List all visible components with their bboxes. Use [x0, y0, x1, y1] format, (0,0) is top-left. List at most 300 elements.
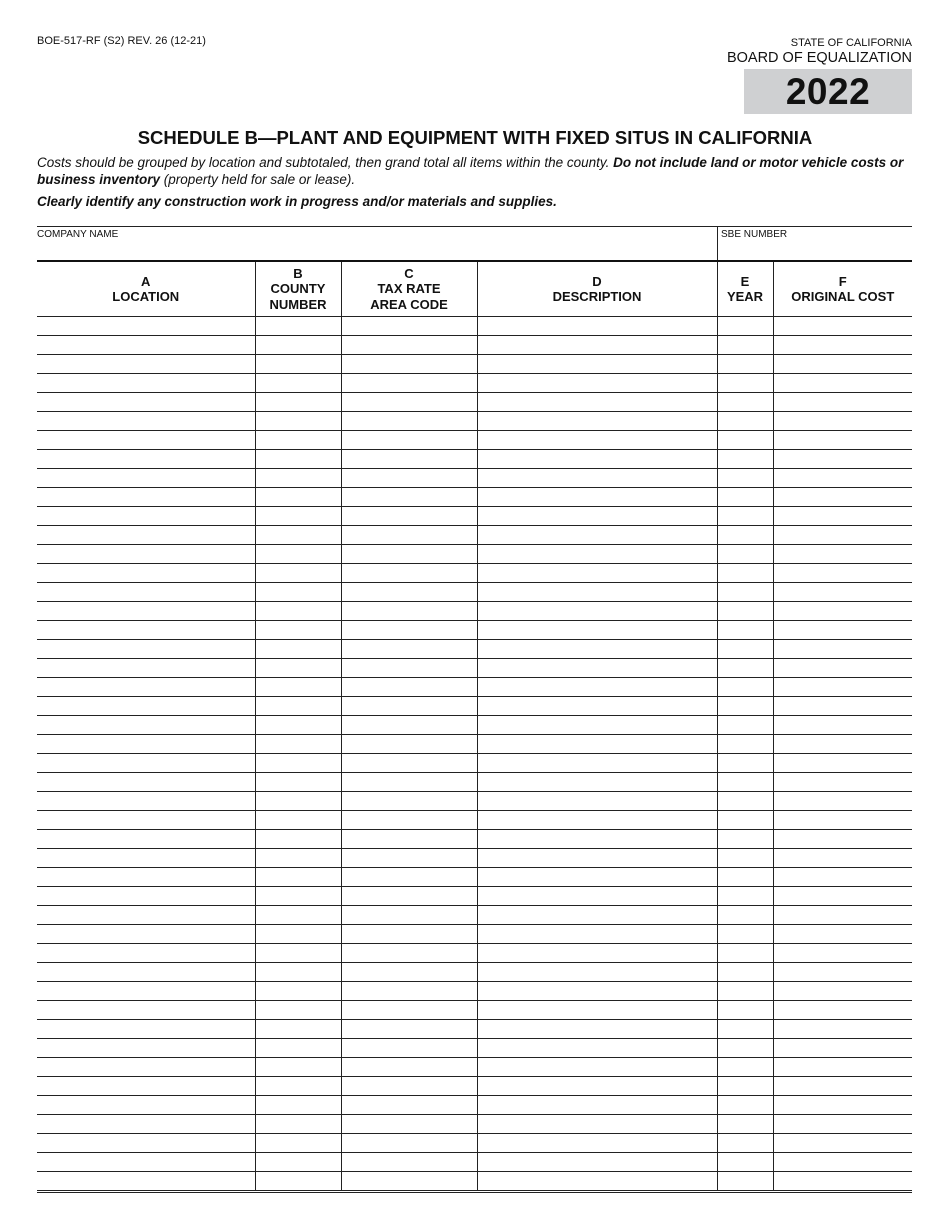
cell-tax-rate-area-code[interactable]	[341, 336, 477, 355]
cell-tax-rate-area-code[interactable]	[341, 659, 477, 678]
cell-location[interactable]	[37, 1134, 255, 1153]
cell-location[interactable]	[37, 450, 255, 469]
cell-description[interactable]	[477, 925, 717, 944]
cell-year[interactable]	[717, 887, 773, 906]
cell-description[interactable]	[477, 1115, 717, 1134]
cell-location[interactable]	[37, 336, 255, 355]
cell-year[interactable]	[717, 925, 773, 944]
cell-county-number[interactable]	[255, 678, 341, 697]
table-row	[37, 982, 912, 1001]
cell-tax-rate-area-code[interactable]	[341, 1096, 477, 1115]
cell-county-number[interactable]	[255, 583, 341, 602]
cell-year[interactable]	[717, 830, 773, 849]
cell-year[interactable]	[717, 488, 773, 507]
cell-location[interactable]	[37, 849, 255, 868]
cell-original-cost[interactable]	[773, 393, 912, 412]
cell-tax-rate-area-code[interactable]	[341, 906, 477, 925]
cell-description[interactable]	[477, 906, 717, 925]
cell-location[interactable]	[37, 868, 255, 887]
cell-location[interactable]	[37, 507, 255, 526]
cell-location[interactable]	[37, 545, 255, 564]
cell-year[interactable]	[717, 583, 773, 602]
cell-county-number[interactable]	[255, 1020, 341, 1039]
cell-year[interactable]	[717, 735, 773, 754]
cell-description[interactable]	[477, 678, 717, 697]
cell-county-number[interactable]	[255, 469, 341, 488]
cell-county-number[interactable]	[255, 450, 341, 469]
cell-description[interactable]	[477, 336, 717, 355]
cell-tax-rate-area-code[interactable]	[341, 1039, 477, 1058]
cell-tax-rate-area-code[interactable]	[341, 450, 477, 469]
cell-year[interactable]	[717, 659, 773, 678]
table-row	[37, 526, 912, 545]
cell-location[interactable]	[37, 526, 255, 545]
cell-original-cost[interactable]	[773, 773, 912, 792]
cell-year[interactable]	[717, 507, 773, 526]
cell-county-number[interactable]	[255, 488, 341, 507]
cell-year[interactable]	[717, 545, 773, 564]
cell-tax-rate-area-code[interactable]	[341, 1134, 477, 1153]
column-label: AREA CODE	[370, 296, 448, 312]
cell-description[interactable]	[477, 469, 717, 488]
cell-original-cost[interactable]	[773, 564, 912, 583]
cell-description[interactable]	[477, 1096, 717, 1115]
cell-tax-rate-area-code[interactable]	[341, 374, 477, 393]
cell-location[interactable]	[37, 925, 255, 944]
cell-original-cost[interactable]	[773, 982, 912, 1001]
cell-description[interactable]	[477, 602, 717, 621]
cell-tax-rate-area-code[interactable]	[341, 602, 477, 621]
cell-original-cost[interactable]	[773, 412, 912, 431]
cell-county-number[interactable]	[255, 1001, 341, 1020]
cell-county-number[interactable]	[255, 735, 341, 754]
cell-year[interactable]	[717, 640, 773, 659]
table-row	[37, 545, 912, 564]
cell-original-cost[interactable]	[773, 1134, 912, 1153]
cell-original-cost[interactable]	[773, 659, 912, 678]
cell-tax-rate-area-code[interactable]	[341, 317, 477, 336]
cell-year[interactable]	[717, 1077, 773, 1096]
cell-tax-rate-area-code[interactable]	[341, 678, 477, 697]
cell-original-cost[interactable]	[773, 716, 912, 735]
cell-location[interactable]	[37, 1039, 255, 1058]
table-row	[37, 1115, 912, 1134]
cell-description[interactable]	[477, 1020, 717, 1039]
cell-location[interactable]	[37, 640, 255, 659]
cell-county-number[interactable]	[255, 830, 341, 849]
cell-county-number[interactable]	[255, 1096, 341, 1115]
cell-original-cost[interactable]	[773, 374, 912, 393]
column-label: COUNTY	[270, 281, 326, 297]
cell-year[interactable]	[717, 811, 773, 830]
table-row	[37, 393, 912, 412]
cell-year[interactable]	[717, 469, 773, 488]
cell-year[interactable]	[717, 1134, 773, 1153]
cell-location[interactable]	[37, 982, 255, 1001]
cell-county-number[interactable]	[255, 754, 341, 773]
cell-location[interactable]	[37, 393, 255, 412]
cell-year[interactable]	[717, 944, 773, 963]
cell-year[interactable]	[717, 849, 773, 868]
cell-tax-rate-area-code[interactable]	[341, 849, 477, 868]
cell-county-number[interactable]	[255, 1172, 341, 1192]
cell-location[interactable]	[37, 431, 255, 450]
cell-original-cost[interactable]	[773, 887, 912, 906]
cell-county-number[interactable]	[255, 982, 341, 1001]
cell-tax-rate-area-code[interactable]	[341, 507, 477, 526]
cell-description[interactable]	[477, 1134, 717, 1153]
cell-year[interactable]	[717, 526, 773, 545]
cell-original-cost[interactable]	[773, 545, 912, 564]
cell-county-number[interactable]	[255, 925, 341, 944]
cell-tax-rate-area-code[interactable]	[341, 830, 477, 849]
cell-original-cost[interactable]	[773, 1001, 912, 1020]
cell-year[interactable]	[717, 1001, 773, 1020]
cell-year[interactable]	[717, 1153, 773, 1172]
cell-original-cost[interactable]	[773, 1039, 912, 1058]
cell-description[interactable]	[477, 697, 717, 716]
cell-original-cost[interactable]	[773, 735, 912, 754]
cell-location[interactable]	[37, 811, 255, 830]
cell-original-cost[interactable]	[773, 507, 912, 526]
cell-original-cost[interactable]	[773, 830, 912, 849]
cell-county-number[interactable]	[255, 1115, 341, 1134]
cell-original-cost[interactable]	[773, 336, 912, 355]
cell-county-number[interactable]	[255, 1134, 341, 1153]
cell-county-number[interactable]	[255, 507, 341, 526]
cell-county-number[interactable]	[255, 1153, 341, 1172]
cell-tax-rate-area-code[interactable]	[341, 868, 477, 887]
cell-location[interactable]	[37, 792, 255, 811]
cell-tax-rate-area-code[interactable]	[341, 355, 477, 374]
cell-county-number[interactable]	[255, 317, 341, 336]
cell-original-cost[interactable]	[773, 488, 912, 507]
cell-location[interactable]	[37, 374, 255, 393]
cell-original-cost[interactable]	[773, 526, 912, 545]
cell-location[interactable]	[37, 830, 255, 849]
cell-description[interactable]	[477, 1001, 717, 1020]
cell-description[interactable]	[477, 982, 717, 1001]
cell-description[interactable]	[477, 526, 717, 545]
cell-original-cost[interactable]	[773, 1172, 912, 1192]
cell-description[interactable]	[477, 545, 717, 564]
cell-description[interactable]	[477, 716, 717, 735]
cell-description[interactable]	[477, 507, 717, 526]
cell-description[interactable]	[477, 1058, 717, 1077]
cell-county-number[interactable]	[255, 697, 341, 716]
column-header-county-number	[255, 261, 341, 317]
cell-county-number[interactable]	[255, 621, 341, 640]
cell-county-number[interactable]	[255, 336, 341, 355]
sbe-number-field[interactable]	[717, 227, 913, 261]
cell-original-cost[interactable]	[773, 602, 912, 621]
cell-description[interactable]	[477, 450, 717, 469]
cell-original-cost[interactable]	[773, 1115, 912, 1134]
column-letter: E	[740, 273, 750, 289]
cell-description[interactable]	[477, 431, 717, 450]
cell-county-number[interactable]	[255, 431, 341, 450]
cell-tax-rate-area-code[interactable]	[341, 1058, 477, 1077]
cell-location[interactable]	[37, 583, 255, 602]
cell-tax-rate-area-code[interactable]	[341, 393, 477, 412]
cell-tax-rate-area-code[interactable]	[341, 944, 477, 963]
cell-description[interactable]	[477, 830, 717, 849]
cell-location[interactable]	[37, 697, 255, 716]
cell-year[interactable]	[717, 792, 773, 811]
cell-location[interactable]	[37, 1153, 255, 1172]
cell-description[interactable]	[477, 811, 717, 830]
cell-year[interactable]	[717, 773, 773, 792]
cell-county-number[interactable]	[255, 716, 341, 735]
cell-description[interactable]	[477, 488, 717, 507]
cell-original-cost[interactable]	[773, 621, 912, 640]
cell-year[interactable]	[717, 355, 773, 374]
cell-original-cost[interactable]	[773, 431, 912, 450]
cell-tax-rate-area-code[interactable]	[341, 1077, 477, 1096]
cell-county-number[interactable]	[255, 868, 341, 887]
column-label: LOCATION	[112, 289, 180, 304]
cell-county-number[interactable]	[255, 906, 341, 925]
cell-tax-rate-area-code[interactable]	[341, 982, 477, 1001]
cell-year[interactable]	[717, 621, 773, 640]
cell-county-number[interactable]	[255, 944, 341, 963]
state-label: STATE OF CALIFORNIA	[790, 37, 912, 49]
cell-description[interactable]	[477, 963, 717, 982]
cell-location[interactable]	[37, 1020, 255, 1039]
cell-description[interactable]	[477, 735, 717, 754]
cell-county-number[interactable]	[255, 545, 341, 564]
cell-tax-rate-area-code[interactable]	[341, 887, 477, 906]
cell-location[interactable]	[37, 412, 255, 431]
cell-tax-rate-area-code[interactable]	[341, 773, 477, 792]
cell-county-number[interactable]	[255, 659, 341, 678]
column-header-year	[717, 261, 773, 317]
cell-year[interactable]	[717, 982, 773, 1001]
cell-original-cost[interactable]	[773, 469, 912, 488]
cell-location[interactable]	[37, 963, 255, 982]
cell-tax-rate-area-code[interactable]	[341, 963, 477, 982]
cell-tax-rate-area-code[interactable]	[341, 1001, 477, 1020]
cell-original-cost[interactable]	[773, 925, 912, 944]
cell-tax-rate-area-code[interactable]	[341, 735, 477, 754]
cell-description[interactable]	[477, 412, 717, 431]
cell-description[interactable]	[477, 792, 717, 811]
cell-original-cost[interactable]	[773, 1077, 912, 1096]
cell-original-cost[interactable]	[773, 355, 912, 374]
cell-description[interactable]	[477, 887, 717, 906]
cell-year[interactable]	[717, 1020, 773, 1039]
cell-year[interactable]	[717, 1172, 773, 1192]
cell-county-number[interactable]	[255, 811, 341, 830]
cell-original-cost[interactable]	[773, 868, 912, 887]
cell-year[interactable]	[717, 868, 773, 887]
instructions-parenthetical: (property held for sale or lease).	[160, 172, 356, 187]
cell-year[interactable]	[717, 564, 773, 583]
cell-county-number[interactable]	[255, 849, 341, 868]
cell-tax-rate-area-code[interactable]	[341, 621, 477, 640]
cell-tax-rate-area-code[interactable]	[341, 754, 477, 773]
cell-original-cost[interactable]	[773, 944, 912, 963]
cell-year[interactable]	[717, 393, 773, 412]
cell-tax-rate-area-code[interactable]	[341, 716, 477, 735]
cell-original-cost[interactable]	[773, 792, 912, 811]
cell-county-number[interactable]	[255, 640, 341, 659]
cell-original-cost[interactable]	[773, 1153, 912, 1172]
table-row	[37, 317, 912, 336]
cell-tax-rate-area-code[interactable]	[341, 925, 477, 944]
cell-tax-rate-area-code[interactable]	[341, 488, 477, 507]
cell-location[interactable]	[37, 1001, 255, 1020]
cell-description[interactable]	[477, 1172, 717, 1192]
cell-location[interactable]	[37, 773, 255, 792]
cell-description[interactable]	[477, 355, 717, 374]
table-row	[37, 773, 912, 792]
cell-original-cost[interactable]	[773, 317, 912, 336]
cell-location[interactable]	[37, 1115, 255, 1134]
cell-tax-rate-area-code[interactable]	[341, 1172, 477, 1192]
cell-location[interactable]	[37, 887, 255, 906]
cell-tax-rate-area-code[interactable]	[341, 811, 477, 830]
cell-county-number[interactable]	[255, 412, 341, 431]
cell-description[interactable]	[477, 754, 717, 773]
cell-location[interactable]	[37, 602, 255, 621]
cell-year[interactable]	[717, 317, 773, 336]
cell-description[interactable]	[477, 1077, 717, 1096]
cell-tax-rate-area-code[interactable]	[341, 792, 477, 811]
cell-year[interactable]	[717, 336, 773, 355]
cell-description[interactable]	[477, 773, 717, 792]
cell-description[interactable]	[477, 868, 717, 887]
cell-year[interactable]	[717, 906, 773, 925]
cell-tax-rate-area-code[interactable]	[341, 469, 477, 488]
cell-year[interactable]	[717, 431, 773, 450]
table-row	[37, 830, 912, 849]
cell-county-number[interactable]	[255, 773, 341, 792]
cell-description[interactable]	[477, 564, 717, 583]
cell-location[interactable]	[37, 678, 255, 697]
cell-description[interactable]	[477, 374, 717, 393]
cell-county-number[interactable]	[255, 355, 341, 374]
cell-year[interactable]	[717, 450, 773, 469]
cell-tax-rate-area-code[interactable]	[341, 1115, 477, 1134]
cell-original-cost[interactable]	[773, 583, 912, 602]
cell-original-cost[interactable]	[773, 963, 912, 982]
cell-tax-rate-area-code[interactable]	[341, 1020, 477, 1039]
cell-county-number[interactable]	[255, 564, 341, 583]
cell-description[interactable]	[477, 583, 717, 602]
cell-location[interactable]	[37, 488, 255, 507]
column-letter: B	[293, 265, 303, 281]
cell-year[interactable]	[717, 412, 773, 431]
cell-county-number[interactable]	[255, 393, 341, 412]
cell-county-number[interactable]	[255, 374, 341, 393]
cell-original-cost[interactable]	[773, 697, 912, 716]
cell-original-cost[interactable]	[773, 450, 912, 469]
instructions-text: Costs should be grouped by location and subtotaled, then grand total all items within the county.	[37, 155, 614, 170]
cell-original-cost[interactable]	[773, 1020, 912, 1039]
cell-tax-rate-area-code[interactable]	[341, 1153, 477, 1172]
cell-original-cost[interactable]	[773, 640, 912, 659]
cell-location[interactable]	[37, 1096, 255, 1115]
cell-location[interactable]	[37, 754, 255, 773]
cell-description[interactable]	[477, 393, 717, 412]
cell-tax-rate-area-code[interactable]	[341, 545, 477, 564]
cell-description[interactable]	[477, 849, 717, 868]
cell-tax-rate-area-code[interactable]	[341, 526, 477, 545]
cell-tax-rate-area-code[interactable]	[341, 640, 477, 659]
cell-description[interactable]	[477, 659, 717, 678]
cell-year[interactable]	[717, 678, 773, 697]
cell-year[interactable]	[717, 1039, 773, 1058]
cell-year[interactable]	[717, 754, 773, 773]
cell-county-number[interactable]	[255, 963, 341, 982]
cell-description[interactable]	[477, 317, 717, 336]
cell-location[interactable]	[37, 735, 255, 754]
cell-year[interactable]	[717, 1058, 773, 1077]
cell-description[interactable]	[477, 621, 717, 640]
cell-year[interactable]	[717, 374, 773, 393]
cell-original-cost[interactable]	[773, 849, 912, 868]
table-body	[37, 317, 912, 1192]
cell-location[interactable]	[37, 1058, 255, 1077]
cell-location[interactable]	[37, 659, 255, 678]
cell-location[interactable]	[37, 621, 255, 640]
column-header-tax-rate-area-code	[341, 261, 477, 317]
cell-original-cost[interactable]	[773, 811, 912, 830]
cell-year[interactable]	[717, 963, 773, 982]
cell-location[interactable]	[37, 355, 255, 374]
cell-tax-rate-area-code[interactable]	[341, 564, 477, 583]
cell-tax-rate-area-code[interactable]	[341, 412, 477, 431]
cell-location[interactable]	[37, 716, 255, 735]
cell-location[interactable]	[37, 944, 255, 963]
identification-row	[37, 226, 912, 261]
cell-original-cost[interactable]	[773, 1096, 912, 1115]
cell-tax-rate-area-code[interactable]	[341, 697, 477, 716]
cell-original-cost[interactable]	[773, 678, 912, 697]
cell-year[interactable]	[717, 602, 773, 621]
cell-year[interactable]	[717, 1115, 773, 1134]
cell-description[interactable]	[477, 1153, 717, 1172]
cell-original-cost[interactable]	[773, 906, 912, 925]
form-year: 2022	[744, 69, 912, 114]
cell-location[interactable]	[37, 906, 255, 925]
cell-county-number[interactable]	[255, 1058, 341, 1077]
cell-county-number[interactable]	[255, 602, 341, 621]
cell-county-number[interactable]	[255, 887, 341, 906]
cell-location[interactable]	[37, 469, 255, 488]
cell-original-cost[interactable]	[773, 754, 912, 773]
cell-location[interactable]	[37, 1172, 255, 1192]
cell-tax-rate-area-code[interactable]	[341, 431, 477, 450]
cell-description[interactable]	[477, 944, 717, 963]
cell-description[interactable]	[477, 1039, 717, 1058]
cell-county-number[interactable]	[255, 792, 341, 811]
cell-county-number[interactable]	[255, 1077, 341, 1096]
cell-location[interactable]	[37, 1077, 255, 1096]
cell-original-cost[interactable]	[773, 1058, 912, 1077]
table-row	[37, 678, 912, 697]
cell-tax-rate-area-code[interactable]	[341, 583, 477, 602]
cell-location[interactable]	[37, 317, 255, 336]
cell-year[interactable]	[717, 716, 773, 735]
cell-county-number[interactable]	[255, 526, 341, 545]
cell-year[interactable]	[717, 697, 773, 716]
cell-year[interactable]	[717, 1096, 773, 1115]
cell-location[interactable]	[37, 564, 255, 583]
cell-county-number[interactable]	[255, 1039, 341, 1058]
cell-description[interactable]	[477, 640, 717, 659]
